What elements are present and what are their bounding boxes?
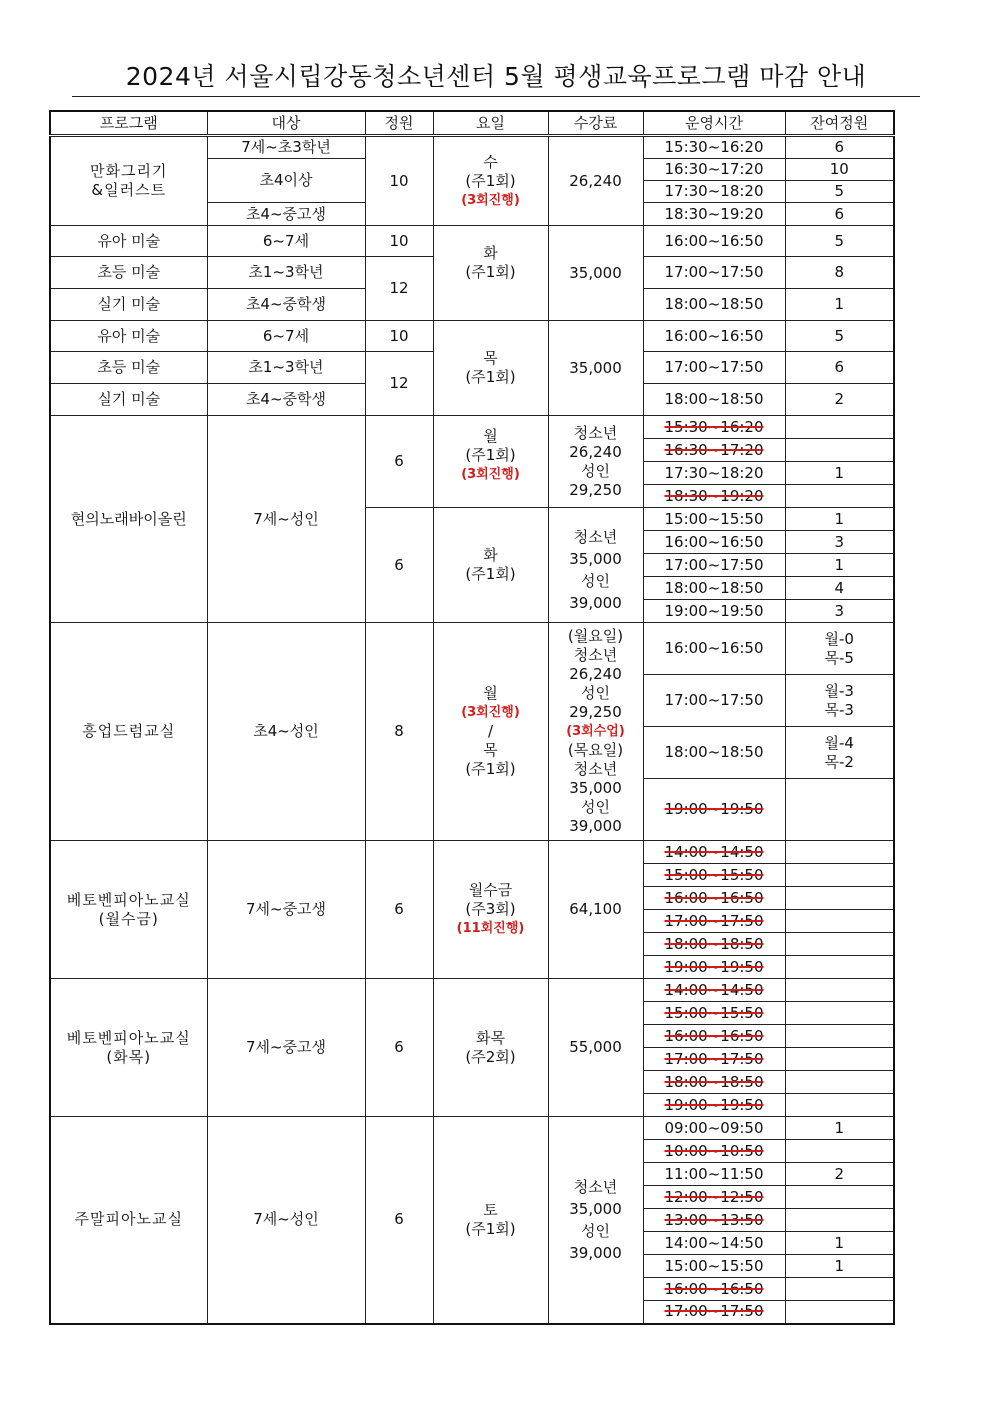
- program-cell: 실기 미술: [50, 289, 207, 321]
- time-cell: 15:00~15:50: [643, 1255, 785, 1278]
- remaining-cell: [785, 416, 894, 439]
- time-cell-closed: 14:00~14:50: [643, 841, 785, 864]
- remaining-cell: [785, 1071, 894, 1094]
- target-cell: 초4이상: [207, 159, 365, 203]
- table-row: [50, 136, 894, 159]
- schedule-table: [49, 110, 895, 1325]
- remaining-cell: 1: [785, 1117, 894, 1140]
- remaining-cell: 1: [785, 462, 894, 485]
- remaining-cell: 10: [785, 159, 894, 181]
- program-name: 베토벤피아노교실: [66, 890, 191, 909]
- remaining-cell: [785, 956, 894, 979]
- target-cell: 초4~중학생: [207, 289, 365, 321]
- time-cell: 19:00~19:50: [643, 600, 785, 623]
- session-note: (11회진행): [456, 921, 525, 936]
- day-cell: [433, 226, 548, 321]
- remaining-cell: [785, 1048, 894, 1071]
- capacity-cell: 6: [365, 416, 433, 508]
- time-cell: 18:30~19:20: [643, 203, 785, 226]
- time-cell: 15:30~16:20: [643, 136, 785, 159]
- capacity-cell: 6: [365, 979, 433, 1117]
- time-cell: 17:00~17:50: [643, 675, 785, 727]
- day-text: 토: [483, 1200, 498, 1219]
- target-cell: 6~7세: [207, 321, 365, 352]
- page-title: 2024년 서울시립강동청소년센터 5월 평생교육프로그램 마감 안내: [72, 62, 920, 97]
- remaining-cell: [785, 675, 894, 727]
- header-target: 대상: [207, 111, 365, 136]
- time-cell: 15:00~15:50: [643, 508, 785, 531]
- program-name: (월수금): [98, 909, 159, 928]
- capacity-cell: 6: [365, 508, 433, 623]
- program-cell: 흥업드럼교실: [50, 623, 207, 841]
- remaining-cell: 1: [785, 1232, 894, 1255]
- time-cell: 16:00~16:50: [643, 226, 785, 257]
- day-text: (주2회): [465, 1047, 516, 1066]
- day-text: 화: [483, 546, 498, 564]
- remaining-cell: [785, 933, 894, 956]
- time-cell-closed: 16:00~16:50: [643, 1025, 785, 1048]
- target-cell: 7세~중고생: [207, 841, 365, 979]
- time-cell-closed: 13:00~13:50: [643, 1209, 785, 1232]
- remaining-cell: 8: [785, 257, 894, 289]
- time-cell-closed: 16:00~16:50: [643, 1278, 785, 1301]
- day-text: 화목: [476, 1028, 505, 1047]
- capacity-cell: 10: [365, 136, 433, 226]
- time-cell-closed: 18:30~19:20: [643, 485, 785, 508]
- remaining-cell: 6: [785, 136, 894, 159]
- fee-text: 35,000: [569, 779, 622, 797]
- time-cell-closed: 17:00~17:50: [643, 910, 785, 933]
- remaining-cell: [785, 1094, 894, 1117]
- time-cell: 11:00~11:50: [643, 1163, 785, 1186]
- program-cell: 유아 미술: [50, 321, 207, 352]
- remaining-cell: [785, 887, 894, 910]
- program-cell: [50, 841, 207, 979]
- table-row: [50, 841, 894, 864]
- target-cell: 초4~성인: [207, 623, 365, 841]
- time-cell-closed: 17:00~17:50: [643, 1301, 785, 1324]
- remaining-cell: 3: [785, 600, 894, 623]
- time-cell-closed: 15:00~15:50: [643, 864, 785, 887]
- time-cell-closed: 16:30~17:20: [643, 439, 785, 462]
- day-cell: [433, 979, 548, 1117]
- fee-cell: 64,100: [548, 841, 643, 979]
- target-cell: 초1~3학년: [207, 257, 365, 289]
- remaining-cell: 6: [785, 352, 894, 384]
- fee-text: 29,250: [569, 703, 622, 721]
- table-row: [50, 321, 894, 352]
- time-cell: 17:30~18:20: [643, 181, 785, 203]
- time-cell-closed: 14:00~14:50: [643, 979, 785, 1002]
- remaining-cell: [785, 439, 894, 462]
- table-row: [50, 1117, 894, 1140]
- remaining-cell: [785, 979, 894, 1002]
- capacity-cell: 10: [365, 321, 433, 352]
- fee-cell: 26,240: [548, 136, 643, 226]
- fee-text: 39,000: [569, 817, 622, 835]
- program-name: &일러스트: [91, 181, 167, 199]
- fee-text: 청소년: [573, 528, 618, 546]
- day-cell: [433, 508, 548, 623]
- remaining-text: 월-0: [824, 629, 854, 648]
- header-program: 프로그램: [50, 111, 207, 136]
- target-cell: 7세~성인: [207, 416, 365, 623]
- capacity-cell: 10: [365, 226, 433, 257]
- header-capacity: 정원: [365, 111, 433, 136]
- time-cell: 17:30~18:20: [643, 462, 785, 485]
- target-cell: 7세~성인: [207, 1117, 365, 1324]
- remaining-cell: 5: [785, 226, 894, 257]
- program-cell: 실기 미술: [50, 384, 207, 416]
- fee-text: 35,000: [569, 1199, 622, 1218]
- time-cell: 17:00~17:50: [643, 257, 785, 289]
- time-cell-closed: 16:00~16:50: [643, 887, 785, 910]
- fee-cell: [548, 1117, 643, 1324]
- table-row: [50, 416, 894, 439]
- remaining-cell: 3: [785, 531, 894, 554]
- target-cell: 7세~초3학년: [207, 136, 365, 159]
- session-note: (3회진행): [461, 192, 520, 208]
- fee-text: 29,250: [569, 480, 622, 499]
- remaining-cell: [785, 779, 894, 841]
- table-row: [50, 226, 894, 257]
- fee-text: 청소년: [573, 646, 618, 664]
- remaining-cell: [785, 1002, 894, 1025]
- remaining-cell: [785, 841, 894, 864]
- program-cell: 주말피아노교실: [50, 1117, 207, 1324]
- fee-text: 35,000: [569, 550, 622, 568]
- remaining-cell: [785, 623, 894, 675]
- remaining-cell: 2: [785, 1163, 894, 1186]
- day-cell: [433, 1117, 548, 1324]
- time-cell-closed: 19:00~19:50: [643, 1094, 785, 1117]
- capacity-cell: 6: [365, 1117, 433, 1324]
- target-cell: 7세~중고생: [207, 979, 365, 1117]
- remaining-text: 목-5: [824, 648, 854, 667]
- day-text: (주1회): [465, 1219, 516, 1238]
- remaining-cell: [785, 1140, 894, 1163]
- time-cell-closed: 19:00~19:50: [643, 779, 785, 841]
- time-cell-closed: 18:00~18:50: [643, 1071, 785, 1094]
- fee-text: (목요일): [567, 741, 624, 759]
- fee-text: 성인: [581, 461, 610, 480]
- day-text: /: [487, 722, 494, 740]
- table-row: [50, 623, 894, 675]
- day-text: (주3회): [465, 900, 516, 918]
- remaining-cell: 1: [785, 289, 894, 321]
- header-remaining: 잔여정원: [785, 111, 894, 136]
- remaining-cell: [785, 1278, 894, 1301]
- capacity-cell: 6: [365, 841, 433, 979]
- fee-cell: [548, 623, 643, 841]
- time-cell-closed: 19:00~19:50: [643, 956, 785, 979]
- day-text: (주1회): [465, 368, 516, 386]
- header-time: 운영시간: [643, 111, 785, 136]
- remaining-cell: [785, 1025, 894, 1048]
- table-row: [50, 979, 894, 1002]
- remaining-cell: [785, 1186, 894, 1209]
- remaining-text: 월-3: [824, 681, 854, 700]
- day-text: 월수금: [468, 881, 513, 899]
- fee-text: 성인: [581, 684, 610, 702]
- header-row: [50, 111, 894, 136]
- remaining-cell: [785, 485, 894, 508]
- program-name: 만화그리기: [90, 162, 168, 180]
- fee-text: 청소년: [573, 423, 618, 442]
- fee-text: 청소년: [573, 1177, 618, 1196]
- program-cell: [50, 136, 207, 226]
- remaining-text: 목-2: [824, 752, 854, 771]
- time-cell-closed: 18:00~18:50: [643, 933, 785, 956]
- remaining-cell: [785, 910, 894, 933]
- remaining-cell: 5: [785, 321, 894, 352]
- time-cell: 16:00~16:50: [643, 531, 785, 554]
- program-cell: 유아 미술: [50, 226, 207, 257]
- time-cell: 18:00~18:50: [643, 577, 785, 600]
- time-cell: 18:00~18:50: [643, 384, 785, 416]
- time-cell: 09:00~09:50: [643, 1117, 785, 1140]
- day-text: 목: [483, 741, 498, 759]
- day-text: (주1회): [465, 760, 516, 778]
- time-cell-closed: 17:00~17:50: [643, 1048, 785, 1071]
- remaining-cell: 4: [785, 577, 894, 600]
- program-name: (화목): [106, 1047, 152, 1066]
- target-cell: 초4~중학생: [207, 384, 365, 416]
- time-cell-closed: 10:00~10:50: [643, 1140, 785, 1163]
- day-text: 목: [483, 349, 498, 367]
- session-note: (3회진행): [461, 705, 520, 720]
- program-name: 베토벤피아노교실: [66, 1028, 191, 1047]
- session-note: (3회수업): [566, 724, 625, 739]
- day-cell: [433, 416, 548, 508]
- capacity-cell: 12: [365, 257, 433, 321]
- capacity-cell: 12: [365, 352, 433, 416]
- time-cell: 17:00~17:50: [643, 352, 785, 384]
- program-cell: [50, 979, 207, 1117]
- remaining-cell: [785, 727, 894, 779]
- day-text: 수: [483, 152, 498, 171]
- remaining-cell: [785, 1301, 894, 1324]
- fee-text: 26,240: [569, 665, 622, 683]
- time-cell: 18:00~18:50: [643, 727, 785, 779]
- fee-text: 39,000: [569, 1243, 622, 1262]
- remaining-cell: 1: [785, 1255, 894, 1278]
- day-text: (주1회): [465, 446, 516, 464]
- fee-text: 청소년: [573, 760, 618, 778]
- remaining-cell: 2: [785, 384, 894, 416]
- day-text: (주1회): [465, 565, 516, 583]
- fee-cell: [548, 416, 643, 508]
- remaining-text: 목-3: [824, 700, 854, 719]
- fee-cell: [548, 508, 643, 623]
- fee-text: 성인: [581, 572, 610, 590]
- day-text: (주1회): [465, 263, 516, 281]
- time-cell: 17:00~17:50: [643, 554, 785, 577]
- day-cell: [433, 321, 548, 416]
- remaining-cell: [785, 1209, 894, 1232]
- header-day: 요일: [433, 111, 548, 136]
- program-cell: 초등 미술: [50, 352, 207, 384]
- time-cell: 18:00~18:50: [643, 289, 785, 321]
- fee-text: 성인: [581, 1221, 610, 1240]
- time-cell: 16:00~16:50: [643, 321, 785, 352]
- day-text: 월: [483, 684, 498, 702]
- day-text: 화: [483, 244, 498, 262]
- target-cell: 초4~중고생: [207, 203, 365, 226]
- fee-cell: 55,000: [548, 979, 643, 1117]
- remaining-cell: 1: [785, 508, 894, 531]
- fee-text: 39,000: [569, 594, 622, 612]
- day-cell: [433, 623, 548, 841]
- day-cell: [433, 841, 548, 979]
- day-text: (주1회): [465, 171, 516, 190]
- remaining-text: 월-4: [824, 733, 854, 752]
- fee-text: (월요일): [567, 627, 624, 645]
- fee-text: 성인: [581, 798, 610, 816]
- fee-cell: 35,000: [548, 321, 643, 416]
- time-cell: 16:30~17:20: [643, 159, 785, 181]
- header-fee: 수강료: [548, 111, 643, 136]
- remaining-cell: 5: [785, 181, 894, 203]
- session-note: (3회진행): [461, 467, 520, 482]
- fee-cell: 35,000: [548, 226, 643, 321]
- remaining-cell: [785, 864, 894, 887]
- remaining-cell: 6: [785, 203, 894, 226]
- program-cell: 현의노래바이올린: [50, 416, 207, 623]
- time-cell-closed: 12:00~12:50: [643, 1186, 785, 1209]
- time-cell-closed: 15:30~16:20: [643, 416, 785, 439]
- target-cell: 초1~3학년: [207, 352, 365, 384]
- target-cell: 6~7세: [207, 226, 365, 257]
- program-cell: 초등 미술: [50, 257, 207, 289]
- time-cell-closed: 15:00~15:50: [643, 1002, 785, 1025]
- time-cell: 14:00~14:50: [643, 1232, 785, 1255]
- day-text: 월: [483, 427, 498, 445]
- time-cell: 16:00~16:50: [643, 623, 785, 675]
- day-cell: [433, 136, 548, 226]
- remaining-cell: 1: [785, 554, 894, 577]
- capacity-cell: 8: [365, 623, 433, 841]
- fee-text: 26,240: [569, 442, 622, 461]
